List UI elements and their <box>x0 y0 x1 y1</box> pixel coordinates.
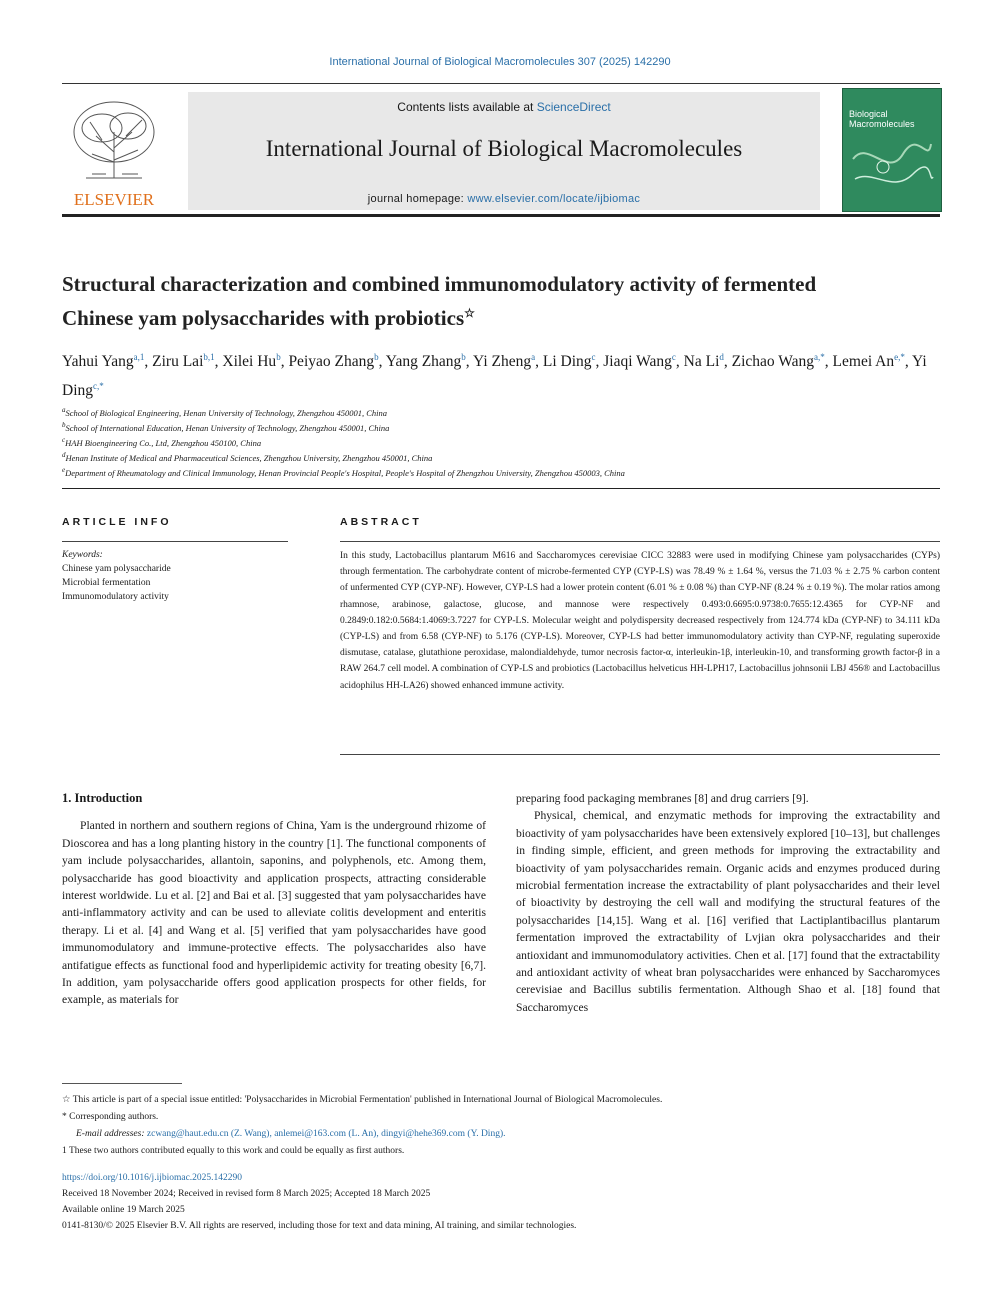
affiliation-mark[interactable]: c <box>671 352 676 362</box>
journal-citation[interactable]: International Journal of Biological Macromolecules 307 (2025) 142290 <box>329 56 671 68</box>
copyright-notice: 0141-8130/© 2025 Elsevier B.V. All rights are reserved, including those for text and data mining, AI training, and similar technologies. <box>62 1221 577 1231</box>
cover-title: Biological Macromolecules <box>849 109 915 129</box>
author-name[interactable]: Lemei An <box>832 353 895 371</box>
author-name[interactable]: Yi Zheng <box>472 353 532 371</box>
author-name[interactable]: Yi Ding <box>62 353 927 400</box>
article-title <box>62 270 862 333</box>
homepage-link[interactable]: www.elsevier.com/locate/ijbiomac <box>467 193 641 205</box>
affiliation-mark[interactable]: e,* <box>894 352 905 362</box>
keyword: Immunomodulatory activity <box>62 592 169 602</box>
affiliation-text: School of International Education, Henan University of Technology, Zhengzhou 450001, China <box>65 422 390 433</box>
email-label: E-mail addresses: <box>76 1129 145 1139</box>
divider <box>62 83 940 84</box>
equal-contribution-note: 1 These two authors contributed equally to this work and could be equally as first authors. <box>62 1146 405 1156</box>
affiliation-mark[interactable]: b <box>276 352 281 362</box>
publisher-name: ELSEVIER <box>73 190 155 209</box>
email-links[interactable]: zcwang@haut.edu.cn (Z. Wang), anlemei@163.com (L. An), dingyi@hehe369.com (Y. Ding). <box>146 1129 506 1139</box>
journal-title: International Journal of Biological Macromolecules <box>265 136 743 161</box>
homepage-prefix: journal homepage: <box>367 193 468 205</box>
author-name[interactable]: Xilei Hu <box>222 353 277 371</box>
affiliation-text: HAH Bioengineering Co., Ltd, Zhengzhou 450100, China <box>65 437 262 448</box>
keyword: Chinese yam polysaccharide <box>62 564 171 574</box>
contents-prefix: Contents lists available at <box>397 100 537 114</box>
elsevier-logo[interactable] <box>62 92 166 210</box>
author-name[interactable]: Li Ding <box>542 353 592 371</box>
affiliation-mark[interactable]: a,* <box>814 352 825 362</box>
tree-icon <box>62 92 166 210</box>
body-column-left <box>62 790 486 1009</box>
affiliation-letter: a <box>62 406 66 414</box>
cover-art-icon <box>843 89 941 211</box>
homepage-line <box>188 193 820 205</box>
article-meta <box>62 1170 940 1234</box>
corresponding-note: * Corresponding authors. <box>62 1112 159 1122</box>
affiliation-mark[interactable]: b <box>461 352 466 362</box>
journal-cover[interactable] <box>842 88 942 212</box>
affiliation-letter: e <box>62 466 66 474</box>
received-dates: Received 18 November 2024; Received in revised form 8 March 2025; Accepted 18 March 2025 <box>62 1189 431 1199</box>
affiliation-text: Henan Institute of Medical and Pharmaceutical Sciences, Zhengzhou University, Zhengzhou 450001, China <box>65 452 433 463</box>
affiliation-text: Department of Rheumatology and Clinical Immunology, Henan Provincial People's Hospital, People's Hospital of Zhengzhou University, Zhengzhou 450003, China <box>65 467 625 478</box>
available-online: Available online 19 March 2025 <box>62 1205 185 1215</box>
body-column-right <box>516 790 940 1016</box>
keywords-label: Keywords: <box>62 550 103 560</box>
footnotes <box>62 1092 940 1160</box>
keyword: Microbial fermentation <box>62 578 151 588</box>
affiliation-mark[interactable]: a <box>531 352 536 362</box>
journal-banner <box>188 92 820 210</box>
divider <box>62 541 288 542</box>
section-divider <box>62 488 940 489</box>
affiliation-letter: b <box>62 421 66 429</box>
article-info-heading: ARTICLE INFO <box>62 516 172 528</box>
body-paragraph: Physical, chemical, and enzymatic methods for improving the extractability and bioactivity of yam polysaccharides have been extensively explored [10–13], but challenges in finding simple, efficient, and green methods for improving the extractability and bioactivity of yam polysaccharides remain. Organic acids and enzymes produced during microbial fermentation increase the extractability of plant polysaccharides and their level of bioactivity by destroying the cell wall and modifying the structural features of the polysaccharides [14,15]. Wang et al. [16] verified that Lactiplantibacillus plantarum fermentation improved the extractability of Lvjian okra polysaccharides and their antioxidant and immunomodulatory activities. Chen et al. [17] found that the extractability and antioxidant activity of wheat bran polysaccharides were enhanced by Saccharomyces cerevisiae and Bacillus subtilis fermentation. Although Shao et al. [18] found that Saccharomyces <box>516 809 940 1014</box>
author-list: Yahui Yang$^{a,1}$, Ziru Lai$^{b,1}$, Xilei Hu$^b$, Peiyao Zhang$^b$, Yang Zhang$^b$, Yi Zheng$^a$, Li Ding$^c$, Jiaqi Wang$^c$, Na Li$^d$, Zichao Wang$^{a,*}$, Lemei $An^{e,*}$, Yi Ding$^{c,*}$ <box>62 352 927 400</box>
doi-link[interactable]: https://doi.org/10.1016/j.ijbiomac.2025.142290 <box>62 1173 243 1183</box>
author-name[interactable]: Na Li <box>683 353 720 371</box>
body-paragraph: Planted in northern and southern regions of China, Yam is the underground rhizome of Dioscorea and has a long planting history in the country [1]. The functional components of yam include polysaccharides, allantoin, saponins, and polyphenols, etc. Among them, polysaccharide has good bioactivity and application prospects, attracting considerable interest worldwide. Lu et al. [2] and Bai et al. [3] suggested that yam polysaccharides have anti-inflammatory activity and can be used to alleviate colitis development and enteritis therapy. Li et al. [4] and Wang et al. [5] verified that yam polysaccharides have good immunomodulatory and immune-protective effects. The polysaccharides also have antifatigue effects as functional food and hyperlipidemic activity for treating obesity [6,7]. In addition, yam polysaccharide offers good application prospects for other fields, for example, as materials for <box>62 819 486 1007</box>
keywords-block <box>62 548 288 604</box>
author-name[interactable]: Ziru Lai <box>152 353 204 371</box>
title-footnote-mark[interactable]: ☆ <box>464 306 475 320</box>
article-title-text: Structural characterization and combined immunomodulatory activity of fermented Chinese yam polysaccharides with probiotics <box>62 272 817 330</box>
affiliation-text: School of Biological Engineering, Henan University of Technology, Zhengzhou 450001, China <box>65 407 387 418</box>
author-name[interactable]: Zichao Wang <box>731 353 815 371</box>
affiliation-mark[interactable]: d <box>719 352 724 362</box>
affiliation-letter: d <box>62 451 66 459</box>
contents-line <box>188 100 820 114</box>
affiliation-letter: c <box>62 436 66 444</box>
header-divider <box>62 214 940 217</box>
section-heading: 1. Introduction <box>62 791 143 805</box>
affiliation-mark[interactable]: b,1 <box>203 352 215 362</box>
abstract-text: In this study, Lactobacillus plantarum M616 and Saccharomyces cerevisiae CICC 32883 were used in modifying Chinese yam polysaccharides (CYPs) through fermentation. The carbohydrate content of microbe-fermented CYP (CYP-LS) was 78.49 % ± 1.64 %, versus the 71.03 % ± 2.75 % carbon content of unfermented CYP (CYP-NF). However, CYP-LS had a lower protein content (6.01 % ± 0.08 %) than CYP-NF (8.24 % ± 0.19 %). The molar ratios among rhamnose, arabinose, galactose, glucose, and mannose were respectively 0.493:0.6695:0.9738:0.7655:12.4365 for CYP-NF and 0.2849:0.182:0.5684:1.4069:3.7227 for CYP-LS. Molecular weight and polydispersity decreased respectively from 124.774 kDa (CYP-NF) to 34.111 kDa (CYP-LS) and from 6.58 (CYP-NF) to 5.176 (CYP-LS). Moreover, CYP-LS had better immunomodulatory activity than CYP-NF, regulating superoxide dismutase, catalase, glutathione peroxidase, malondialdehyde, tumor necrosis factor-α, interleukin-1β, interleukin-10, and transforming growth factor-β in a RAW 264.7 cell model. A combination of CYP-LS and probiotics (Lactobacillus helveticus HH-LPH17, Lactobacillus johnsonii LBJ 456® and Lactobacillus acidophilus HH-LA26) showed enhanced immune activity. <box>340 551 940 691</box>
affiliation <box>62 463 932 481</box>
body-paragraph: preparing food packaging membranes [8] and drug carriers [9]. <box>516 792 809 805</box>
author-name[interactable]: Yahui Yang <box>62 353 134 371</box>
affiliation-mark[interactable]: a,1 <box>133 352 145 362</box>
affiliation-mark[interactable]: b <box>374 352 379 362</box>
divider <box>340 754 940 755</box>
author-name[interactable]: Yang Zhang <box>385 353 462 371</box>
affiliation-mark[interactable]: c <box>591 352 596 362</box>
special-issue-note: ☆ This article is part of a special issue entitled: 'Polysaccharides in Microbial Fermentation' published in International Journal of Biological Macromolecules. <box>62 1095 663 1105</box>
divider <box>340 541 940 542</box>
footnote-divider <box>62 1083 182 1084</box>
affiliation-mark[interactable]: c,* <box>93 381 104 392</box>
author-name[interactable]: Peiyao Zhang <box>288 353 375 371</box>
email-line <box>62 1126 940 1143</box>
sciencedirect-link[interactable]: ScienceDirect <box>536 100 611 114</box>
author-name[interactable]: Jiaqi Wang <box>603 353 672 371</box>
abstract-heading: ABSTRACT <box>340 516 422 528</box>
